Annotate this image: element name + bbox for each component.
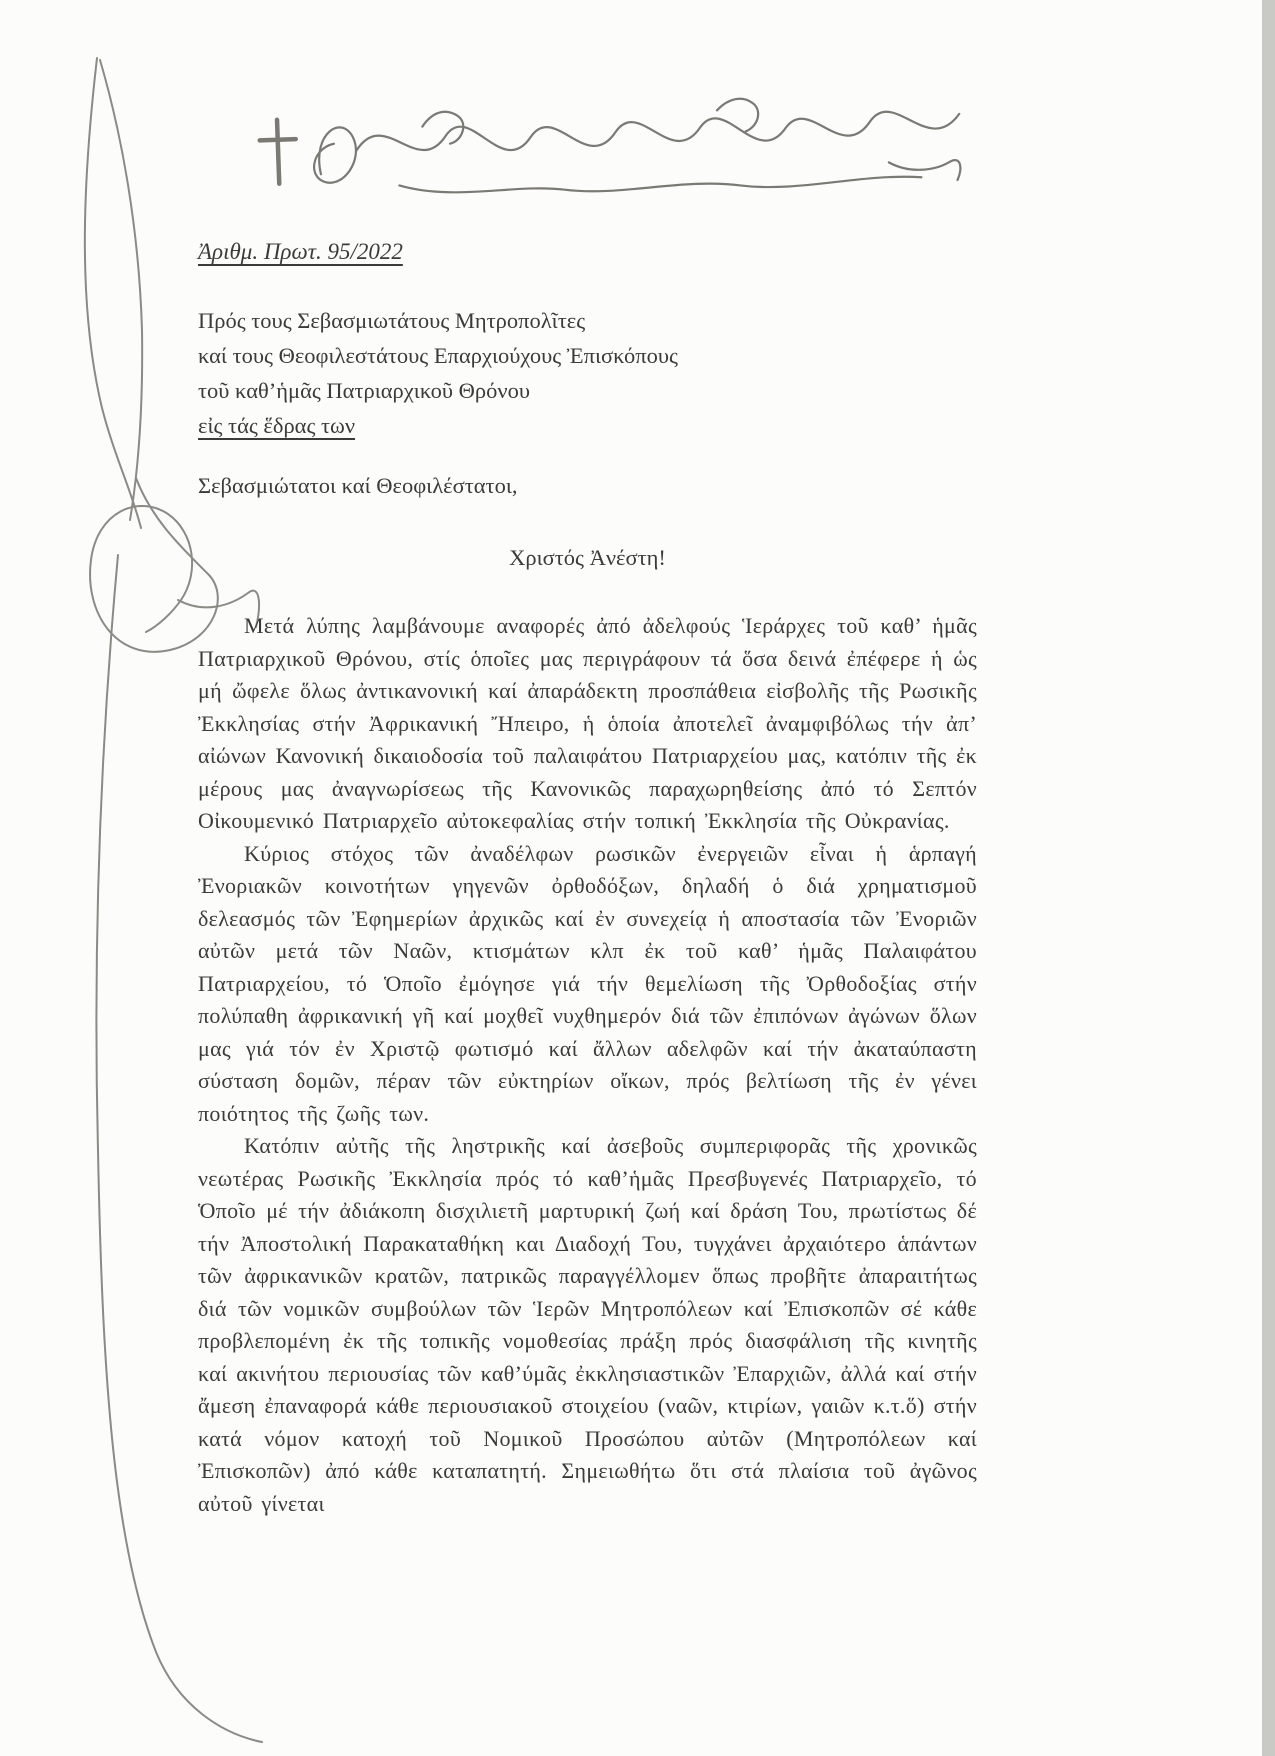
recipient-block [198,303,977,443]
scan-edge-strip [1262,0,1275,1756]
body-paragraph-2: Κύριος στόχος τῶν ἀναδέλφων ρωσικῶν ἐνεργειῶν εἶναι ἡ ἁρπαγή Ἐνοριακῶν κοινοτήτων γηγενῶν ὀρθοδόξων, δηλαδή ὁ διά χρηματισμοῦ δελεασμός τῶν Ἐφημερίων ἀρχικῶς καί ἐν συνεχείᾳ ἡ αποστασία τῶν Ἐνοριῶν αὐτῶν μετά τῶν Ναῶν, κτισμάτων κλπ ἐκ τοῦ καθ’ ἡμᾶς Παλαιφάτου Πατριαρχείου, τό Ὁποῖο ἐμόγησε γιά τήν θεμελίωση τῆς Ὀρθοδοξίας στήν πολύπαθη ἀφρικανική γῆ καί μοχθεῖ νυχθημερόν διά τῶν ἐπιπόνων ἀγώνων ὅλων μας γιά τόν ἐν Χριστῷ φωτισμό καί ἄλλων αδελφῶν καί τήν ἀκαταύπαστη σύσταση δομῶν, πέραν τῶν εὐκτηρίων οἴκων, πρός βελτίωση τῆς ἐν γένει ποιότητος τῆς ζωῆς των. [198,840,977,1126]
salutation: Σεβασμιώτατοι καί Θεοφιλέστατοι, [198,473,518,498]
letter-body [198,610,977,1520]
recipient-line-bishops: καί τους Θεοφιλεστάτους Επαρχιούχους Ἐπισκόπους [198,343,678,368]
recipient-line-destination: εἰς τάς ἕδρας των [198,413,356,438]
recipient-line-throne: τοῦ καθ’ἡμᾶς Πατριαρχικοῦ Θρόνου [198,378,530,403]
body-paragraph-1: Μετά λύπης λαμβάνουμε αναφορές ἀπό ἀδελφούς Ἱεράρχες τοῦ καθ’ ἡμᾶς Πατριαρχικοῦ Θρόνου, στίς ὁποῖες μας περιγράφουν τά ὅσα δεινά ἐπέφερε ἡ ὡς μή ὤφελε ὅλως ἀντικανονική καί ἀπαράδεκτη προσπάθεια εἰσβολῆς τῆς Ρωσικῆς Ἐκκλησίας στήν Ἀφρικανική Ἤπειρο, ἡ ὁποία ἀποτελεῖ ἀναμφιβόλως τήν ἀπ’ αἰώνων Κανονική δικαιοδοσία τοῦ παλαιφάτου Πατριαρχείου μας, κατόπιν τῆς ἐκ μέρους μας ἀναγνωρίσεως τῆς Κανονικῶς παραχωρηθείσης ἀπό τό Σεπτόν Οἰκουμενικό Πατριαρχεῖο αὐτοκεφαλίας στήν τοπική Ἐκκλησία τῆς Οὐκρανίας. [198,613,977,833]
patriarch-signature-calligraphy [248,80,978,205]
recipient-line-metropolitans: Πρός τους Σεβασμιωτάτους Μητροπολῖτες [198,308,586,333]
protocol-number: Ἀριθμ. Πρωτ. 95/2022 [198,239,403,264]
cross-icon [259,119,297,184]
letter-content [198,238,977,1520]
paschal-greeting: Χριστός Ἀνέστη! [509,545,666,570]
body-paragraph-3: Κατόπιν αὐτῆς τῆς ληστρικῆς καί ἀσεβοῦς συμπεριφορᾶς τῆς χρονικῶς νεωτέρας Ρωσικῆς Ἐκκλησία πρός τό καθ’ἡμᾶς Πρεσβυγενές Πατριαρχεῖο, τό Ὁποῖο μέ τήν ἀδιάκοπη δισχιλιετῆ μαρτυρική ζωή καί δράση Του, πρωτίστως δέ τήν Ἀποστολική Παρακαταθήκη και Διαδοχή Του, τυγχάνει ἀρχαιότερο ἁπάντων τῶν ἀφρικανικῶν κρατῶν, πατρικῶς παραγγέλλομεν ὅπως προβῆτε ἀπαραιτήτως διά τῶν νομικῶν συμβούλων τῶν Ἱερῶν Μητροπόλεων καί Ἐπισκοπῶν σέ κάθε προβλεπομένη ἐκ τῆς τοπικῆς νομοθεσίας πράξη πρός διασφάλιση τῆς κινητῆς καί ακινήτου περιουσίας τῶν καθ’ύμᾶς ἐκκλησιαστικῶν Ἐπαρχιῶν, ἀλλά καί στήν ἄμεση ἐπαναφορά κάθε περιουσιακοῦ στοιχείου (ναῶν, κτιρίων, γαιῶν κ.τ.ὅ) στήν κατά νόμον κατοχή τοῦ Νομικοῦ Προσώπου αὐτῶν (Μητροπόλεων καί Ἐπισκοπῶν) ἀπό κάθε καταπατητή. Σημειωθήτω ὅτι στά πλαίσια τοῦ ἀγῶνος αὐτοῦ γίνεται [198,1133,977,1516]
